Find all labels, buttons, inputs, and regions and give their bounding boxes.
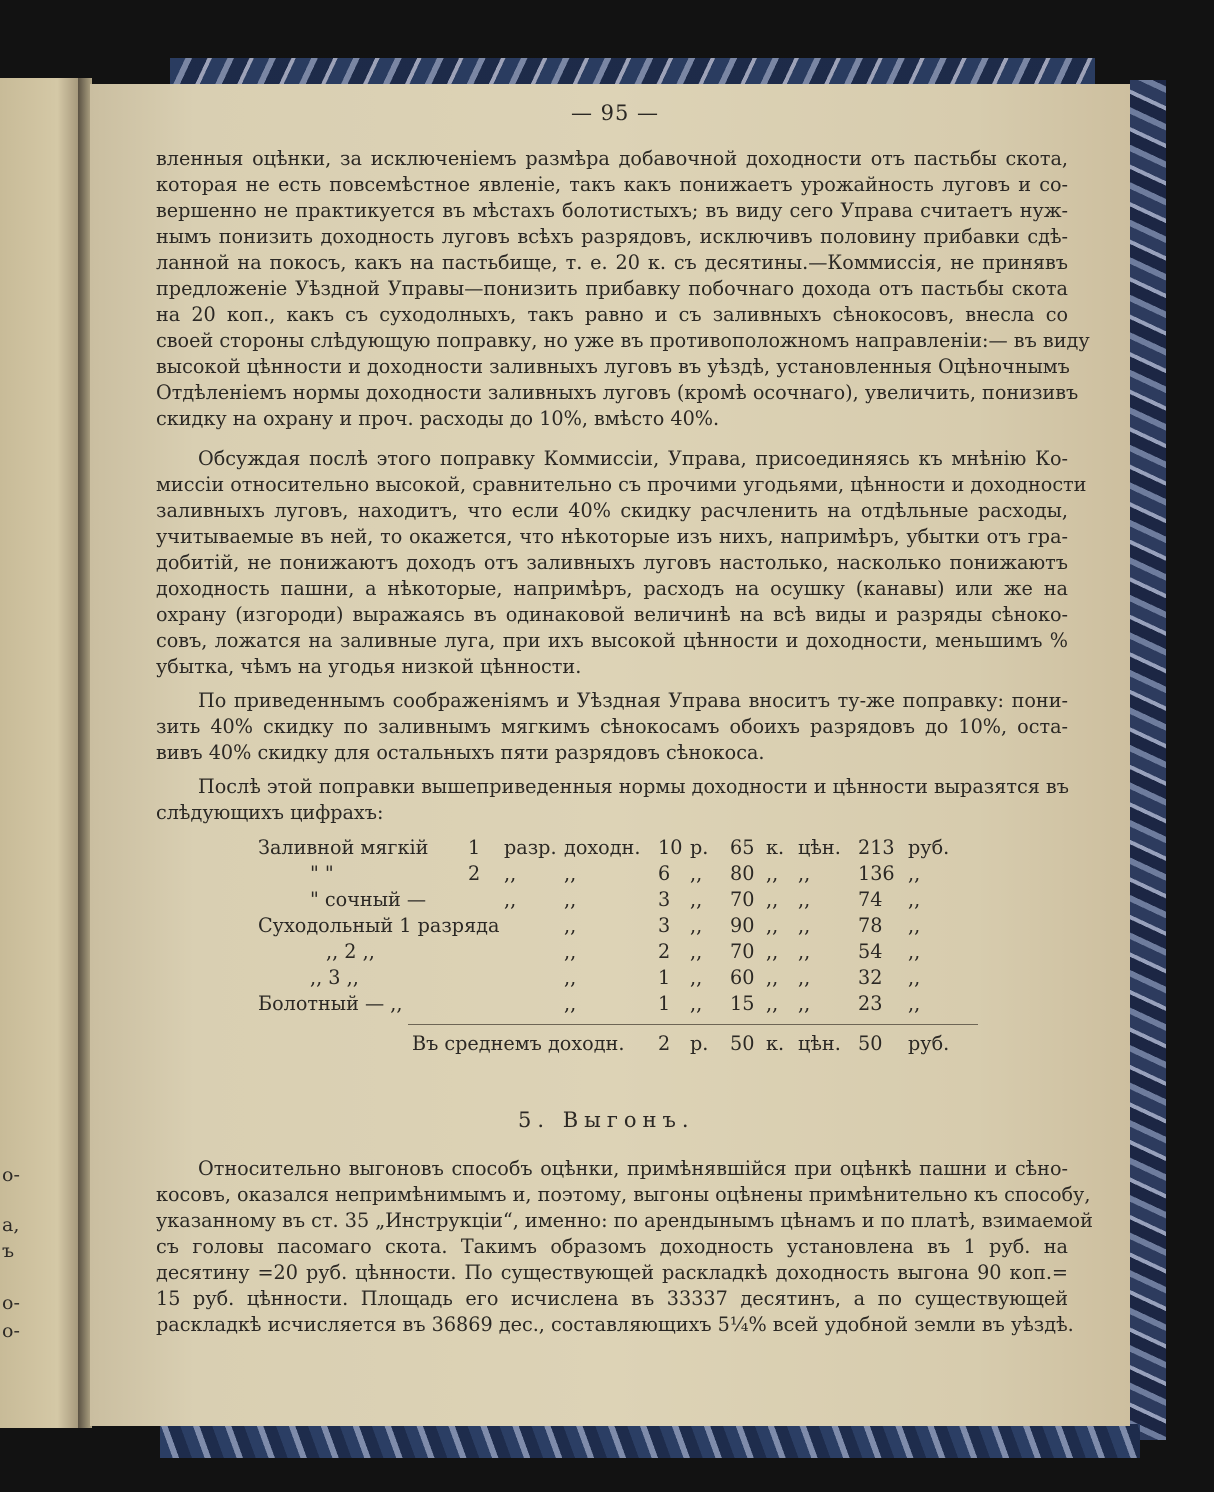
- table-cell: ,,: [690, 940, 703, 963]
- table-cell: ,,: [908, 992, 921, 1015]
- left-page-fragment: ъ: [2, 1240, 15, 1262]
- book-edge-right: [1130, 80, 1166, 1440]
- text-line: Послѣ этой поправки вышеприведенныя нормы доходности и цѣнности выразятся въ: [198, 775, 1069, 798]
- table-cell: ,,: [690, 888, 703, 911]
- table-cell: 90: [730, 914, 755, 937]
- table-cell: 50: [730, 1032, 755, 1055]
- table-cell: ,,: [766, 914, 779, 937]
- text-line: ланной на покосъ, какъ на пастьбище, т. е. 20 к. съ десятины.—Коммиссія, не принявъ: [156, 251, 1068, 274]
- text-line: вершенно не практикуется въ мѣстахъ болотистыхъ; въ виду сего Управа считаетъ нуж-: [156, 199, 1068, 222]
- table-cell: ,,: [908, 966, 921, 989]
- table-cell: к.: [766, 1032, 785, 1055]
- table-cell: ,,: [564, 888, 577, 911]
- table-cell: ,,: [564, 862, 577, 885]
- table-cell: ,,: [690, 966, 703, 989]
- book-edge-bottom: [160, 1424, 1140, 1458]
- table-cell: ,,: [564, 966, 577, 989]
- table-cell: 3: [658, 914, 671, 937]
- table-cell: р.: [690, 1032, 709, 1055]
- text-line: убытка, чѣмъ на угодья низкой цѣнности.: [156, 655, 582, 678]
- text-line: Относительно выгоновъ способъ оцѣнки, примѣнявшійся при оцѣнкѣ пашни и сѣно-: [198, 1157, 1068, 1180]
- text-line: на 20 коп., какъ съ суходолныхъ, такъ равно и съ заливныхъ сѣнокосовъ, внесла со: [156, 303, 1068, 326]
- table-cell: руб.: [908, 1032, 950, 1055]
- text-line: косовъ, оказался непримѣнимымъ и, поэтому, выгоны оцѣнены примѣнительно къ способу,: [156, 1183, 1091, 1206]
- text-line: вивъ 40% скидку для остальныхъ пяти разрядовъ сѣнокоса.: [156, 741, 765, 764]
- text-line: раскладкѣ исчисляется въ 36869 дес., составляющихъ 5¼% всей удобной земли въ уѣздѣ.: [156, 1313, 1074, 1336]
- left-page-margin: [0, 78, 82, 1428]
- table-cell: ,,: [766, 888, 779, 911]
- table-cell: 32: [858, 966, 883, 989]
- text-line: скидку на охрану и проч. расходы до 10%, вмѣсто 40%.: [156, 407, 720, 430]
- text-line: добитій, не понижаютъ доходъ отъ заливныхъ луговъ настолько, насколько понижаютъ: [156, 551, 1068, 574]
- table-cell: ,,: [766, 966, 779, 989]
- text-line: Обсуждая послѣ этого поправку Коммиссіи, Управа, присоединяясь къ мнѣнію Ко-: [198, 447, 1068, 470]
- page: [90, 84, 1130, 1426]
- table-cell: ,,: [798, 992, 811, 1015]
- table-cell: ,,: [908, 914, 921, 937]
- table-cell: 1: [468, 836, 481, 859]
- table-cell: разр.: [504, 836, 557, 859]
- table-cell: 23: [858, 992, 883, 1015]
- table-cell: ,,: [564, 914, 577, 937]
- table-cell: 65: [730, 836, 755, 859]
- table-cell: ,,: [504, 862, 517, 885]
- table-divider: [408, 1024, 978, 1025]
- table-cell: 50: [858, 1032, 883, 1055]
- table-cell: " сочный —: [310, 888, 427, 911]
- page-number: — 95 —: [570, 101, 660, 125]
- text-line: заливныхъ луговъ, находитъ, что если 40% скидку расчленить на отдѣльные расходы,: [156, 499, 1068, 522]
- table-cell: ,,: [798, 966, 811, 989]
- table-cell: ,,: [798, 940, 811, 963]
- table-cell: цѣн.: [798, 1032, 841, 1055]
- text-line: совъ, ложатся на заливные луга, при ихъ высокой цѣнности и доходности, меньшимъ %: [156, 629, 1068, 652]
- table-cell: 3: [658, 888, 671, 911]
- table-cell: ,,: [766, 862, 779, 885]
- table-cell: ,, 3 ,,: [310, 966, 359, 989]
- table-cell: 15: [730, 992, 755, 1015]
- table-cell: ,,: [908, 940, 921, 963]
- table-cell: 136: [858, 862, 895, 885]
- table-cell: 1: [658, 992, 671, 1015]
- table-cell: 54: [858, 940, 883, 963]
- table-cell: Суходольный 1 разряда: [258, 914, 500, 937]
- table-cell: Болотный — ,,: [258, 992, 403, 1015]
- table-cell: 2: [658, 940, 671, 963]
- left-page-fragment: а,: [2, 1214, 20, 1236]
- text-line: съ головы пасомаго скота. Такимъ образомъ доходность установлена въ 1 руб. на: [156, 1235, 1068, 1258]
- text-line: высокой цѣнности и доходности заливныхъ луговъ въ уѣздѣ, установленныя Оцѣночнымъ: [156, 355, 1070, 378]
- table-cell: ,, 2 ,,: [326, 940, 375, 963]
- table-cell: 2: [468, 862, 481, 885]
- table-cell: доходн.: [564, 836, 641, 859]
- text-line: учитываемые въ ней, то окажется, что нѣкоторые изъ нихъ, напримѣръ, убытки отъ гра-: [156, 525, 1068, 548]
- text-line: Отдѣленіемъ нормы доходности заливныхъ луговъ (кромѣ осочнаго), увеличить, понизивъ: [156, 381, 1079, 404]
- table-cell: р.: [690, 836, 709, 859]
- table-cell: Заливной мягкій: [258, 836, 429, 859]
- text-line: которая не есть повсемѣстное явленіе, такъ какъ понижаетъ урожайность луговъ и со-: [156, 173, 1068, 196]
- table-cell: 2: [658, 1032, 671, 1055]
- text-line: 15 руб. цѣнности. Площадь его исчислена въ 33337 десятинъ, а по существующей: [156, 1287, 1068, 1310]
- table-cell: ,,: [798, 862, 811, 885]
- table-cell: ,,: [766, 940, 779, 963]
- table-cell: к.: [766, 836, 785, 859]
- text-line: нымъ понизить доходность луговъ всѣхъ разрядовъ, исключивъ половину прибавки сдѣ-: [156, 225, 1068, 248]
- text-line: По приведеннымъ соображеніямъ и Уѣздная Управа вноситъ ту-же поправку: пони-: [198, 689, 1068, 712]
- text-line: вленныя оцѣнки, за исключеніемъ размѣра добавочной доходности отъ пастьбы скота,: [156, 147, 1068, 170]
- text-line: доходность пашни, а нѣкоторые, напримѣръ, расходъ на осушку (канавы) или же на: [156, 577, 1068, 600]
- left-page-fragment: о-: [2, 1164, 20, 1186]
- table-cell: ,,: [908, 862, 921, 885]
- table-cell: 60: [730, 966, 755, 989]
- left-page-fragment: о-: [2, 1320, 20, 1342]
- table-cell: 6: [658, 862, 671, 885]
- section-heading: 5. Выгонъ.: [518, 1108, 695, 1132]
- table-cell: цѣн.: [798, 836, 841, 859]
- table-cell: 213: [858, 836, 895, 859]
- text-line: десятину =20 руб. цѣнности. По существующей раскладкѣ доходность выгона 90 коп.=: [156, 1261, 1068, 1284]
- table-cell: ,,: [504, 888, 517, 911]
- text-line: миссіи относительно высокой, сравнительно съ прочими угодьями, цѣнности и доходности: [156, 473, 1087, 496]
- table-cell: 70: [730, 940, 755, 963]
- table-cell: 1: [658, 966, 671, 989]
- table-cell: 74: [858, 888, 883, 911]
- table-cell: ,,: [564, 992, 577, 1015]
- table-cell: ,,: [908, 888, 921, 911]
- text-line: указанному въ ст. 35 „Инструкціи“, именно: по арендынымъ цѣнамъ и по платѣ, взимаемой: [156, 1209, 1093, 1232]
- text-line: предложеніе Уѣздной Управы—понизить прибавку побочнаго дохода отъ пастьбы скота: [156, 277, 1068, 300]
- table-cell: 70: [730, 888, 755, 911]
- text-line: слѣдующихъ цифрахъ:: [156, 801, 384, 824]
- left-page-fragment: о-: [2, 1292, 20, 1314]
- table-cell: ,,: [798, 914, 811, 937]
- text-line: зить 40% скидку по заливнымъ мягкимъ сѣнокосамъ обоихъ разрядовъ до 10%, оста-: [156, 715, 1068, 738]
- table-cell: ,,: [798, 888, 811, 911]
- table-cell: руб.: [908, 836, 950, 859]
- text-line: своей стороны слѣдующую поправку, но уже въ противоположномъ направленіи:— въ виду: [156, 329, 1090, 352]
- table-cell: 80: [730, 862, 755, 885]
- table-cell: ,,: [564, 940, 577, 963]
- text-line: охрану (изгороди) выражаясь въ одинаковой величинѣ на всѣ виды и разряды сѣноко-: [156, 603, 1068, 626]
- norms-table: [258, 836, 978, 1076]
- table-cell: " ": [310, 862, 334, 885]
- table-cell: ,,: [766, 992, 779, 1015]
- table-cell: 10: [658, 836, 683, 859]
- table-cell: ,,: [690, 992, 703, 1015]
- table-cell: ,,: [690, 862, 703, 885]
- table-cell: Въ среднемъ доходн.: [412, 1032, 625, 1055]
- table-cell: 78: [858, 914, 883, 937]
- table-cell: ,,: [690, 914, 703, 937]
